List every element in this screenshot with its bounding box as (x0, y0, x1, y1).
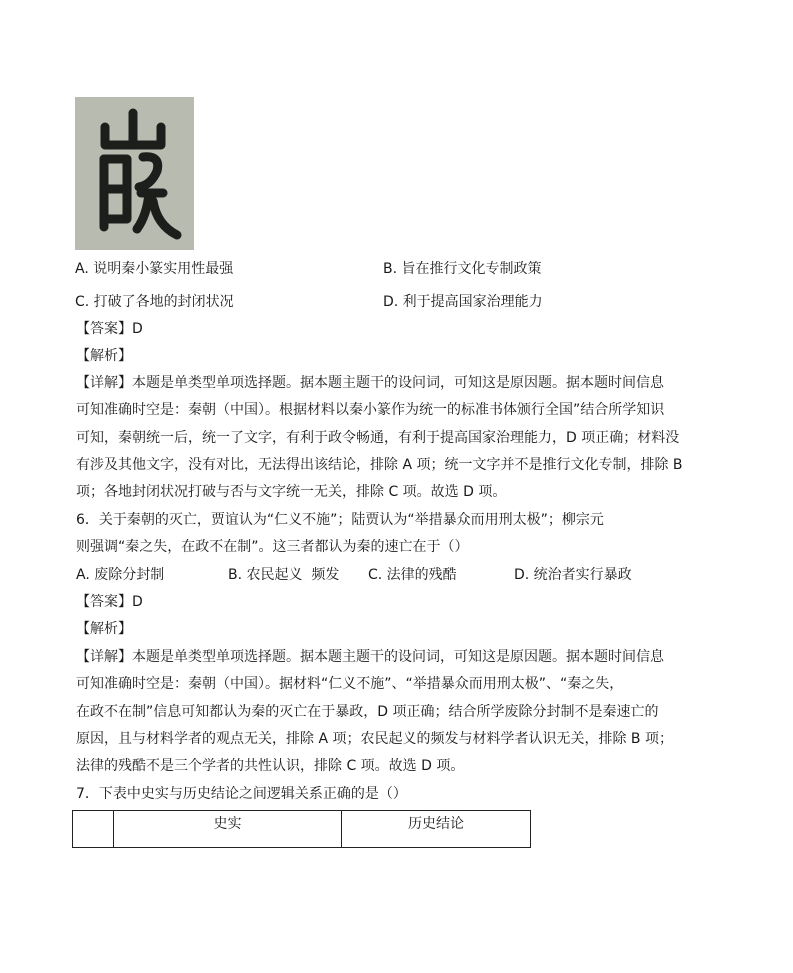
q5-detail-line: 可知准确时空是：秦朝（中国）。根据材料以秦小篆作为统一的标准书体颁行全国”结合所学知识 (76, 402, 665, 419)
q5-option-d: D. 利于提高国家治理能力 (383, 294, 543, 310)
q6-option-d: D. 统治者实行暴政 (514, 567, 632, 583)
q5-analysis-heading: 【解析】 (76, 348, 132, 364)
q6-stem-line-2: 则强调“秦之失，在政不在制”。这三者都认为秦的速亡在于（） (76, 539, 469, 555)
q5-detail-line: 有涉及其他文字，没有对比，无法得出该结论，排除 A 项；统一文字并不是推行文化专制，排除 B (76, 456, 683, 473)
q6-stem-line-1: 6．关于秦朝的灭亡，贾谊认为“仁义不施”；陆贾认为“举措暴众而用刑太极”；柳宗元 (76, 512, 604, 528)
q6-option-a: A. 废除分封制 (76, 567, 165, 583)
q5-option-a: A. 说明秦小篆实用性最强 (75, 261, 234, 277)
table-row (73, 811, 531, 848)
q6-answer: 【答案】D (76, 594, 143, 610)
q5-answer: 【答案】D (76, 321, 143, 337)
q5-detail (76, 370, 686, 506)
q5-detail-line: 项；各地封闭状况打破与否与文字统一无关，排除 C 项。故选 D 项。 (76, 484, 507, 501)
table-header-cell (73, 811, 114, 848)
q5-detail-line: 可知，秦朝统一后，统一了文字，有利于政令畅通，有利于提高国家治理能力，D 项正确；材料没 (76, 429, 680, 446)
table-header-cell: 历史结论 (342, 811, 531, 848)
q6-detail-line: 可知准确时空是：秦朝（中国）。据材料“仁义不施”、“举措暴众而用刑太极”、“秦之失， (76, 676, 624, 693)
q6-detail-line: 【详解】本题是单类型单项选择题。据本题主题干的设问词，可知这是原因题。据本题时间信息 (76, 649, 664, 665)
q6-detail-line: 在政不在制”信息可知都认为秦的灭亡在于暴政，D 项正确；结合所学废除分封制不是秦速亡的 (76, 703, 659, 720)
q5-option-b: B. 旨在推行文化专制政策 (383, 261, 542, 277)
q6-detail-line: 原因，且与材料学者的观点无关，排除 A 项；农民起义的频发与材料学者认识无关，排除 B 项； (76, 730, 673, 747)
q7-stem: 7．下表中史实与历史结论之间逻辑关系正确的是（） (76, 786, 407, 802)
seal-script-character-image (75, 97, 194, 250)
table-header-cell: 史实 (114, 811, 342, 848)
q6-detail-line: 法律的残酷不是三个学者的共性认识，排除 C 项。故选 D 项。 (76, 758, 465, 775)
q6-option-c: C. 法律的残酷 (368, 567, 457, 583)
q5-option-c: C. 打破了各地的封闭状况 (75, 294, 234, 310)
seal-character-drawing (75, 97, 194, 250)
q6-detail (76, 644, 686, 780)
q7-table (72, 810, 531, 848)
q6-option-b: B. 农民起义 频发 (228, 567, 340, 583)
q5-detail-line: 【详解】本题是单类型单项选择题。据本题主题干的设问词，可知这是原因题。据本题时间信息 (76, 375, 664, 391)
q6-analysis-heading: 【解析】 (76, 621, 132, 637)
